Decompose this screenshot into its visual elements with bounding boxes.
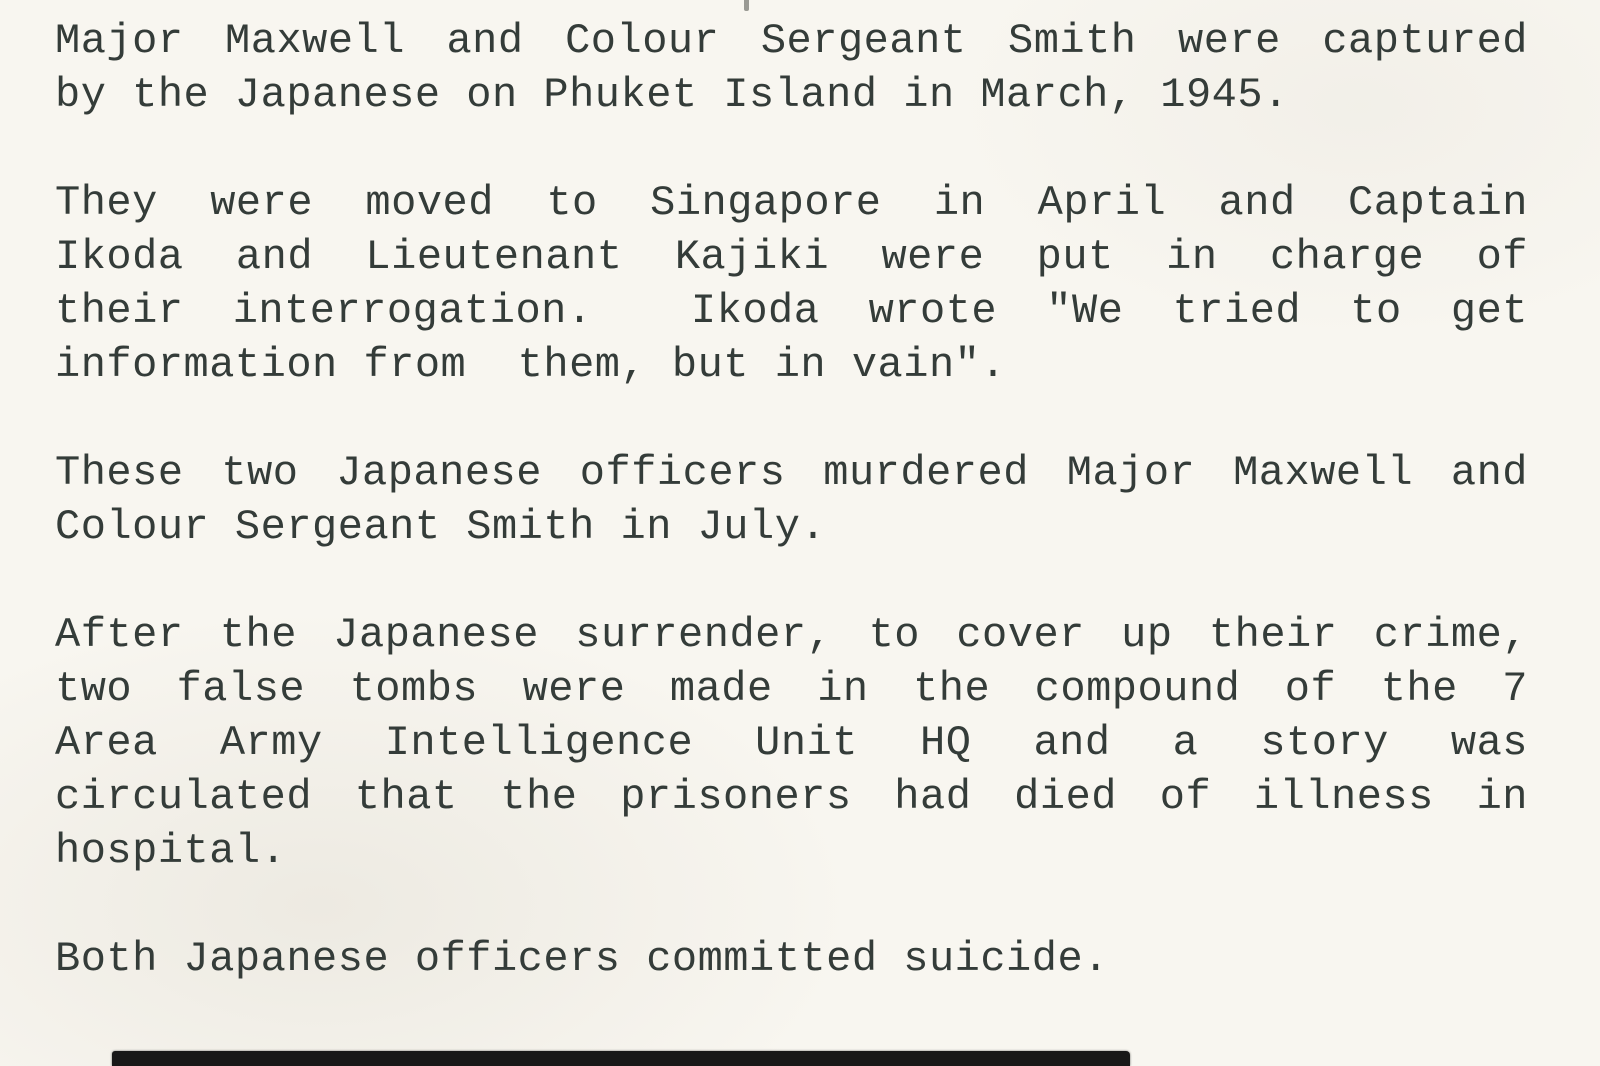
document-text (55, 14, 1528, 1040)
text-line: Major Maxwell and Colour Sergeant Smith were captured (55, 17, 1528, 65)
text-line: information from them, but in vain". (55, 341, 1007, 389)
paragraph-coverup (55, 608, 1528, 878)
text-line: They were moved to Singapore in April and Captain (55, 179, 1528, 227)
paragraph-suicide (55, 932, 1528, 986)
text-line: These two Japanese officers murdered Major Maxwell and (55, 449, 1528, 497)
text-line: Both Japanese officers committed suicide. (55, 935, 1109, 983)
text-line: hospital. (55, 827, 287, 875)
text-line: circulated that the prisoners had died of illness in (55, 773, 1528, 821)
paragraph-murder (55, 446, 1528, 554)
scan-artifact-bar (112, 1051, 1130, 1066)
text-line: Ikoda and Lieutenant Kajiki were put in charge of (55, 233, 1528, 281)
paragraph-capture (55, 14, 1528, 122)
text-line: Colour Sergeant Smith in July. (55, 503, 827, 551)
scan-speck (744, 0, 749, 11)
text-line: their interrogation. Ikoda wrote "We tried to get (55, 287, 1528, 335)
text-line: by the Japanese on Phuket Island in March, 1945. (55, 71, 1289, 119)
text-line: two false tombs were made in the compound of the 7 (55, 665, 1528, 713)
text-line: After the Japanese surrender, to cover up their crime, (55, 611, 1528, 659)
text-line: Area Army Intelligence Unit HQ and a story was (55, 719, 1528, 767)
paragraph-interrogation (55, 176, 1528, 392)
